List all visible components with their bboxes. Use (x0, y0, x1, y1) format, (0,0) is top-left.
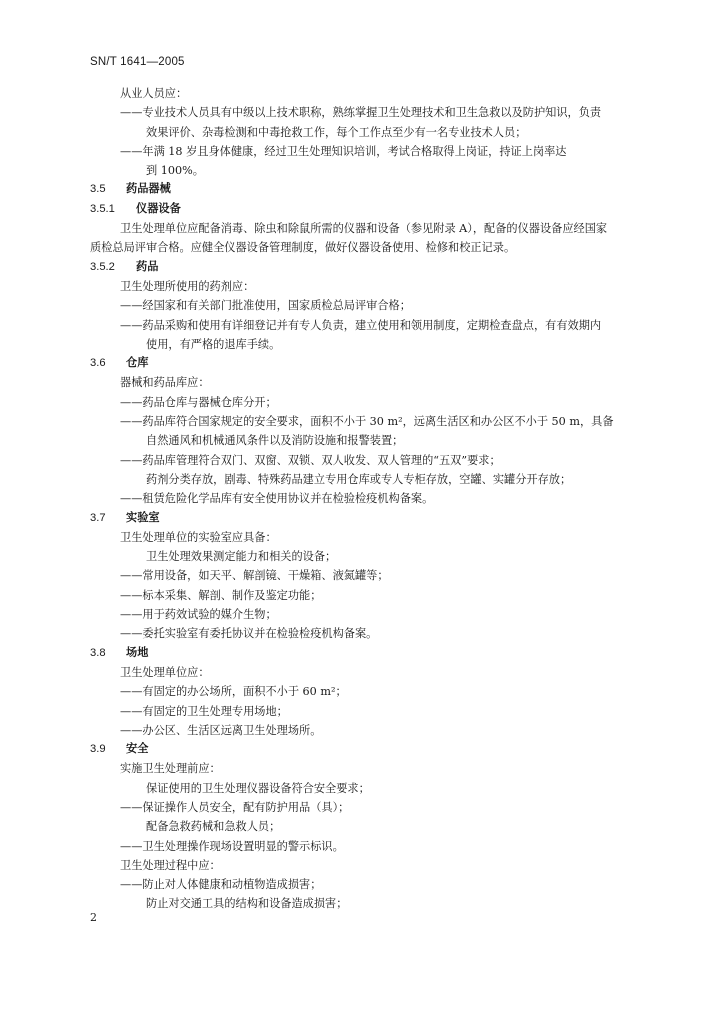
section-heading (90, 258, 650, 277)
text-line: ——常用设备，如天平、解剖镜、干燥箱、液氮罐等； (120, 569, 389, 583)
section-number: 3.5.2 (90, 260, 115, 273)
text-line: ——有固定的卫生处理专用场地； (120, 704, 288, 718)
page-number: 2 (90, 911, 97, 924)
document-body (90, 84, 650, 914)
text-line: 卫生处理单位应： (120, 665, 210, 679)
section-number: 3.5 (90, 183, 106, 196)
text-line: ——用于药效试验的媒介生物； (120, 608, 277, 622)
section-number: 3.7 (90, 511, 106, 524)
text-line: ——租赁危险化学品库有安全使用协议并在检验检疫机构备案。 (120, 492, 434, 506)
text-line: ——经国家和有关部门批准使用，国家质检总局评审合格； (120, 299, 411, 313)
text-line: 卫生处理单位应配备消毒、除虫和除鼠所需的仪器和设备（参见附录 A），配备的仪器设备应经国家 (120, 222, 608, 236)
text-line: ——药品采购和使用有详细登记并有专人负责，建立使用和领用制度，定期检查盘点，有有效期内 (120, 318, 602, 332)
section-heading (90, 740, 650, 759)
section-number: 3.8 (90, 646, 106, 659)
text-line: 卫生处理所使用的药剂应： (120, 279, 255, 293)
section-title: 仪器设备 (136, 202, 181, 215)
text-line: 卫生处理效果测定能力和相关的设备； (146, 550, 337, 564)
text-line: ——药品仓库与器械仓库分开； (120, 395, 277, 409)
section-title: 仓库 (126, 357, 149, 370)
section-heading (90, 644, 650, 663)
section-title: 药品 (136, 260, 159, 273)
text-line: ——年满 18 岁且身体健康，经过卫生处理知识培训，考试合格取得上岗证，持证上岗率达 (120, 144, 567, 158)
section-number: 3.6 (90, 357, 106, 370)
section-heading (90, 354, 650, 373)
text-line: 防止对交通工具的结构和设备造成损害； (146, 897, 348, 911)
text-line: 效果评价、杂毒检测和中毒抢救工作，每个工作点至少有一名专业技术人员； (146, 125, 527, 139)
text-line: 配备急救药械和急救人员； (146, 820, 281, 834)
text-line: 实施卫生处理前应： (120, 762, 221, 776)
section-heading (90, 509, 650, 528)
section-title: 药品器械 (126, 183, 171, 196)
text-line: 自然通风和机械通风条件以及消防设施和报警装置； (146, 434, 404, 448)
section-title: 安全 (126, 743, 149, 756)
text-line: ——专业技术人员具有中级以上技术职称，熟练掌握卫生处理技术和卫生急救以及防护知识，负责 (120, 106, 602, 120)
text-line: ——标本采集、解剖、制作及鉴定功能； (120, 588, 322, 602)
text-line: 卫生处理过程中应： (120, 858, 221, 872)
text-line: 药剂分类存放，剧毒、特殊药品建立专用仓库或专人专柜存放，空罐、实罐分开存放； (146, 472, 572, 486)
text-line: 器械和药品库应： (120, 376, 210, 390)
section-number: 3.5.1 (90, 202, 115, 215)
text-line: ——委托实验室有委托协议并在检验检疫机构备案。 (120, 627, 378, 641)
section-title: 实验室 (126, 511, 160, 524)
text-line: 使用，有严格的退库手续。 (146, 337, 281, 351)
document-code: SN/T 1641—2005 (90, 56, 185, 68)
text-line: 从业人员应： (120, 87, 188, 100)
text-line: ——有固定的办公场所，面积不小于 60 m²； (120, 685, 347, 699)
text-line: 质检总局评审合格。应健全仪器设备管理制度，做好仪器设备使用、检修和校正记录。 (90, 241, 516, 255)
text-line: 到 100%。 (146, 164, 204, 178)
text-line: ——防止对人体健康和动植物造成损害； (120, 878, 322, 892)
text-line: 保证使用的卫生处理仪器设备符合安全要求； (146, 781, 370, 795)
section-heading (90, 200, 650, 219)
text-line: ——卫生处理操作现场设置明显的警示标识。 (120, 839, 344, 853)
section-number: 3.9 (90, 743, 106, 756)
text-line: ——保证操作人员安全，配有防护用品（具）； (120, 800, 350, 814)
text-line: ——药品库管理符合双门、双窗、双锁、双人收发、双人管理的“五双”要求； (120, 453, 501, 467)
section-heading (90, 180, 650, 199)
section-title: 场地 (126, 646, 149, 659)
text-line: 卫生处理单位的实验室应具备： (120, 530, 277, 544)
text-line: ——药品库符合国家规定的安全要求，面积不小于 30 m²，远离生活区和办公区不小于 50 m，具备 (120, 415, 614, 429)
text-line: ——办公区、生活区远离卫生处理场所。 (120, 723, 322, 737)
